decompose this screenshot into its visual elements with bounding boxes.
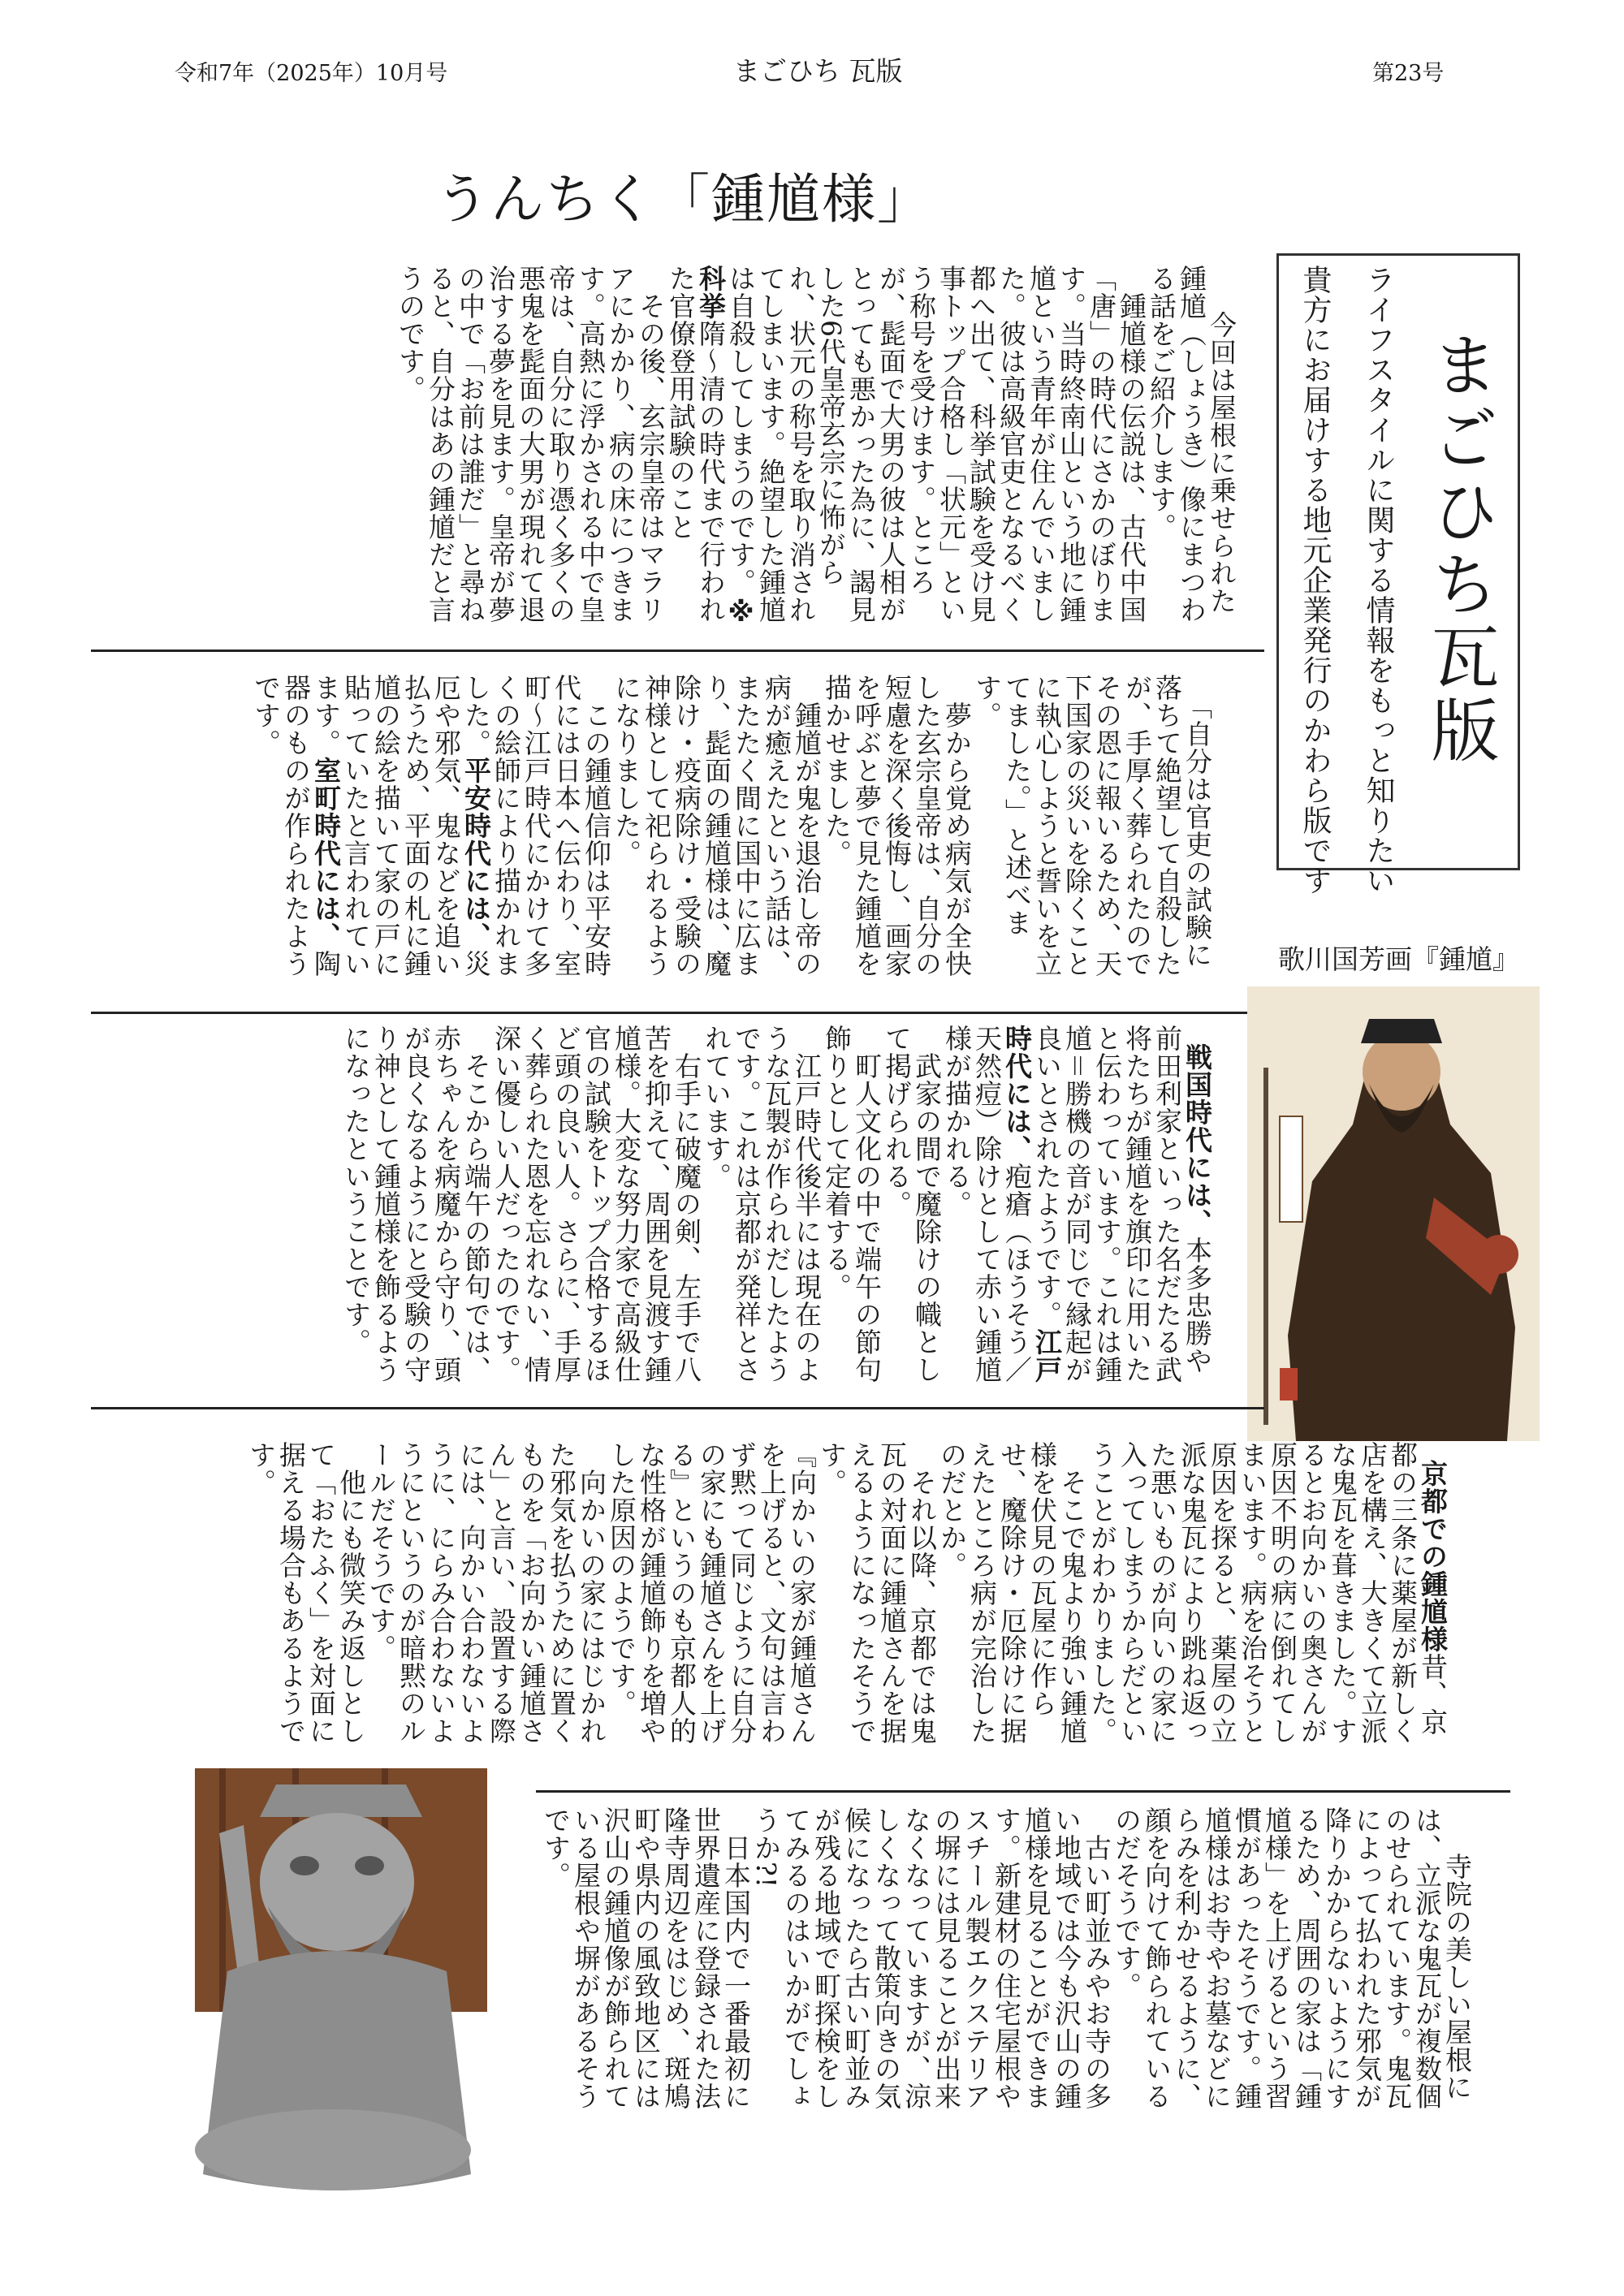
kyoto-text: 昔、京都の三条に薬屋が新しく店を構え、大きくて立派な鬼瓦を葺きました。するとお向かいの奥さんが原因不明の病に倒れてしまいます。病を治そうと原因を探ると、薬屋の立派な鬼瓦により跳ね返った悪いものが向いの家に入ってしまうからだということがわかりました。 そこで鬼より強い鍾馗様を伏見の瓦屋に作らせ、魔除け・厄除けに据えたところ病が完治したのだとか。 それ以降、京都では鬼瓦の対面に鍾馗さんを据えるようになったそうです。 『向かいの家が鍾馗さんを上げると、文句は言わず黙って同じように自分の家にも鍾馗さんを上げる』というのも京都人的な性格が鍾馗飾りを増やした原因のようです。 向かいの家にはじかれた邪気を払うために置くものを「お向かい鍾馗さん」と言い、設置する際には、向かい合わないように、にらみ合わないようにというのが暗黙のルールだそうです。 他にも微笑み返しとして「おたふく」を対面に据える場合もあるようです。: [245, 1441, 1449, 1745]
legend-text: 「自分は官吏の試験に落ちて絶望して自殺したが、手厚く葬られたのでその恩に報いるため、天下国家の災いを除くことに執心しようと誓いを立てました。」と述べます。 夢から覚め病気が全快した玄宗皇帝は、自分の短慮を深く後悔し、画家を呼ぶと夢で見た鍾馗を描かせました。 鍾馗が鬼を退治し帝の病が癒えたという話は、またたく間に国中に広まり、髭面の鍾馗様は、魔除け・疫病除け・受験の神様として祀られるようになりました。 この鍾馗信仰は平安時代には日本へ伝わり、室町～江戸時代にかけて多くの絵師により描かれました。: [460, 674, 1213, 978]
shoki-statue-icon: [171, 1768, 499, 2207]
header-date: 令和7年（2025年）10月号: [175, 61, 448, 86]
article-col-kyoto: [245, 1441, 1478, 1746]
article-col-legend: [162, 674, 1242, 990]
masthead-subtitle-1: ライフスタイルに関する情報をもっと知りたい: [1362, 265, 1395, 896]
divider-1: [91, 650, 1264, 652]
page-title: うんちく「鍾馗様」: [435, 168, 932, 231]
article-col-temple: [520, 1806, 1502, 2131]
kakyo-text: 隋～清の時代まで行われた官僚登用試験のこと その後、玄宗皇帝はマラリアにかかり、病の床につきます。高熱に浮かされる中で皇帝は、自分に取り憑く多くの悪鬼を髭面の大男が現れて退治する夢を見ます。皇帝が夢の中で「お前は誰だ」と尋ねると、自分はあの鍾馗だと言うのです。: [395, 265, 727, 624]
divider-2: [91, 1012, 1264, 1014]
intro-text: 今回は屋根に乗せられた鍾馗（しょうき）像にまつわる話をご紹介します。 鍾馗様の伝説は、古代中国「唐」の時代にさかのぼります。当時終南山という地に鍾馗という青年が住んでいました。彼は高級官吏となるべく都へ出て、科挙試験を受け見事トップ合格し「状元」という称号を受けます。ところが、髭面で大男の彼は人相がとっても悪かった為に、謁見した6代皇帝玄宗に怖がられ、状元の称号を取り消されてしまいます。絶望した鍾馗は自殺してしまうのです。: [725, 265, 1237, 624]
header-issue: 第23号: [1372, 61, 1445, 86]
heian-heading: 平安時代には、: [460, 757, 492, 950]
edo-text: 疱瘡（ほうそう／天然痘）除けとして赤い鍾馗様が描かれる。 武家の間で魔除けの幟として掲げられる。 町人文化の中で端午の節句飾りとして定着する。 江戸時代後半には現在のような瓦製が作られだしたようです。これは京都が発祥とされています。 右手に破魔の剣、左手で八苦を抑えて、周囲を見渡す鍾馗様。大変な努力家で高級仕官の試験をトップ合格するほど頭の良い人。さらに、手厚く葬られた恩を忘れない、情深い優しい人だったのです。 そこから端午の節句では、赤ちゃんを病魔から守り、頭が良くなるようにと受験の守り神として鍾馗様を飾るようになったということです。: [340, 1025, 1033, 1383]
article-col-history: [122, 1025, 1242, 1394]
article-col-intro: [162, 265, 1267, 634]
shoki-painting-icon: [1247, 986, 1540, 1441]
kyoto-heading: 京都での鍾馗様: [1417, 1459, 1449, 1653]
header-publication: まごひち 瓦版: [733, 55, 903, 87]
edo-heading: 江戸時代には、: [1001, 1025, 1063, 1383]
masthead-title: まごひち瓦版: [1420, 330, 1500, 768]
muromachi-heading: 室町時代には、: [310, 757, 342, 950]
painting-caption: 歌川国芳画『鍾馗』: [1278, 943, 1519, 975]
divider-4: [536, 1790, 1510, 1793]
sengoku-heading: 戦国時代には、: [1181, 1042, 1213, 1236]
divider-3: [91, 1407, 1264, 1409]
heian-text: 災厄や邪気、鬼などを追い払うため、平面の札に鍾馗の絵を描いて家の戸に貼っていたと言われています。: [310, 674, 492, 978]
muromachi-text: 陶器のものが作られたようです。: [250, 674, 342, 978]
kakyo-heading: ※科挙: [695, 265, 757, 628]
sengoku-text: 本多忠勝や前田利家といった名だたる武将たちが鍾馗を旗印に用いたと伝わっています。これは鍾馗＝勝機の音が同じで縁起が良いとされたようです。: [1031, 1025, 1213, 1383]
masthead-subtitle-2: 貴方にお届けする地元企業発行のかわら版です: [1298, 265, 1332, 896]
temple-text: 寺院の美しい屋根には、立派な鬼瓦が複数個のせられています。鬼瓦によって払われた邪気が降りかからないようにするため、周囲の家は「鍾馗様」を上げるという習慣があったそうです。鍾馗様はお寺やお墓などにらみを利かせるように、顔を向けて飾られているのだそうです。 古い町並みやお寺の多い地域では今も沢山の鍾馗様を見ることができます。新建材の住宅屋根やスチール製エクステリアの塀には見ることが出来なくなっていますが、涼しくなって散策向きの気候になったら古い町並みが残る地域で町探検をしてみるのはいかがでしょうか?! 日本国内で一番最初に世界遺産に登録された法隆寺周辺をはじめ、斑鳩町や県内の風致地区には沢山の鍾馗像が飾られている屋根や塀があるそうです。: [540, 1806, 1473, 2110]
